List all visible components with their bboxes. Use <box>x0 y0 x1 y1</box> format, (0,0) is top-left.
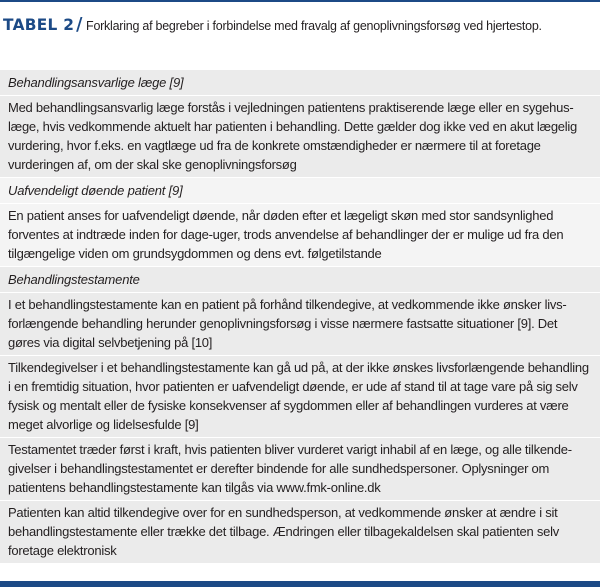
definitions-table <box>0 70 600 563</box>
section-paragraph: Med behandlingsansvarlig læge forstås i vejledningen patientens praktiserende læge eller en sygehus-læge, hvis vedkommende aktuelt har patienten i behandling. Dette gælder dog ikke ved en akut lægelig vurdering, hvor f.eks. en vagtlæge ud fra de konkrete omstændigheder er nærmere til at foretage vurderingen af, om der skal ske genoplivningsforsøg <box>0 96 600 178</box>
section-behandlingsansvarlige-laege <box>0 70 600 178</box>
bottom-rule <box>0 581 600 587</box>
section-title: Behandlingstestamente <box>0 267 600 293</box>
caption-text: Forklaring af begreber i forbindelse med fravalg af genoplivningsforsøg ved hjertestop. <box>86 18 542 33</box>
section-uafvendeligt-doende <box>0 178 600 267</box>
section-paragraph: Testamentet træder først i kraft, hvis patienten bliver vurderet varigt inhabil af en læge, og alle tilkende-givelser i behandlingstestamentet er derefter bindende for alle sundhedspersoner. Oplysninger om patientens behandlingstestamente kan tilgås via www.fmk-online.dk <box>0 438 600 501</box>
caption-separator: / <box>76 14 83 35</box>
section-behandlingstestamente <box>0 267 600 563</box>
section-paragraph: Patienten kan altid tilkendegive over for en sundhedsperson, at vedkommende ønsker at ændre i sit behandlingstestamente eller trække det tilbage. Ændringen eller tilbagekaldelsen skal patienten selv foretage elektronisk <box>8 505 559 558</box>
section-paragraph: I et behandlingstestamente kan en patient på forhånd tilkendegive, at vedkommende ikke ønsker livs-forlængende behandling herunder genoplivningsforsøg i visse nærmere fastsatte situationer [9]. Det gøres via digital selvbetjening på [10] <box>0 293 600 356</box>
table-label: TABEL 2 <box>3 15 75 34</box>
top-rule <box>0 0 600 2</box>
section-title: Behandlingsansvarlige læge [9] <box>0 70 600 96</box>
table-caption <box>3 14 598 36</box>
section-paragraph: Tilkendegivelser i et behandlingstestamente kan gå ud på, at der ikke ønskes livsforlængende behandling i en fremtidig situation, hvor patienten er uafvendeligt døende, er ude af stand til at tage vare på sig selv fysisk og mentalt eller de fysiske konsekvenser af sygdommen eller af behandlingen vurderes at være meget alvorlige og lidelsesfulde [9] <box>0 356 600 438</box>
section-paragraph: En patient anses for uafvendeligt døende, når døden efter et lægeligt skøn med stor sandsynlighed forventes at indtræde inden for dage-uger, trods anvendelse af behandlinger der er mulige ud fra den tilgængelige viden om grundsygdommen og dens evt. følgetilstande <box>0 204 600 267</box>
section-title: Uafvendeligt døende patient [9] <box>0 178 600 204</box>
